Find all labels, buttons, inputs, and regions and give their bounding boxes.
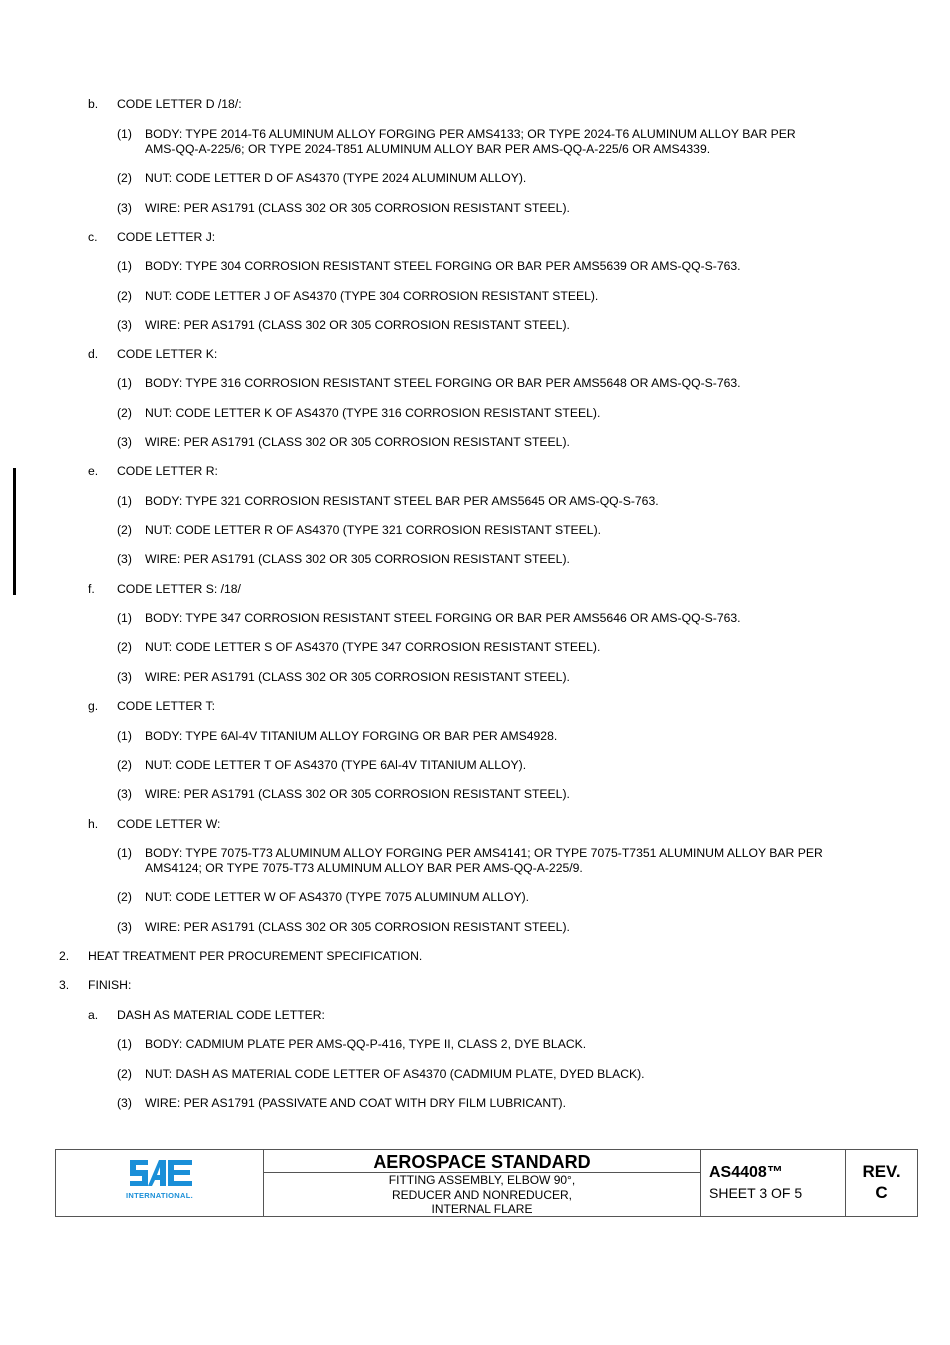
section-heading-text: CODE LETTER K: (117, 347, 218, 361)
item-text: BODY: TYPE 6Al-4V TITANIUM ALLOY FORGING OR BAR PER AMS4928. (145, 729, 558, 743)
item-text: NUT: CODE LETTER W OF AS4370 (TYPE 7075 ALUMINUM ALLOY). (145, 890, 530, 904)
list-marker: (1) (117, 259, 132, 273)
title-line: FITTING ASSEMBLY, ELBOW 90°, (388, 1173, 576, 1187)
revision-cell (846, 1150, 917, 1216)
list-marker: f. (88, 582, 95, 596)
section-heading-text: CODE LETTER S: /18/ (117, 582, 241, 596)
revision-change-bar (13, 468, 16, 595)
title-block (55, 1149, 918, 1217)
section-heading-text: CODE LETTER T: (117, 699, 215, 713)
list-marker: (2) (117, 1067, 132, 1081)
item-text: WIRE: PER AS1791 (CLASS 302 OR 305 CORROSION RESISTANT STEEL). (145, 920, 570, 934)
standard-header: AEROSPACE STANDARD (264, 1150, 700, 1173)
list-marker: (3) (117, 1096, 132, 1110)
section-heading-text: CODE LETTER R: (117, 464, 218, 478)
item-text: WIRE: PER AS1791 (CLASS 302 OR 305 CORROSION RESISTANT STEEL). (145, 552, 570, 566)
item-text: BODY: CADMIUM PLATE PER AMS-QQ-P-416, TYPE II, CLASS 2, DYE BLACK. (145, 1037, 587, 1051)
list-marker: (3) (117, 787, 132, 801)
item-text: WIRE: PER AS1791 (CLASS 302 OR 305 CORROSION RESISTANT STEEL). (145, 318, 570, 332)
list-marker: 3. (59, 978, 70, 992)
sae-logo-icon (128, 1156, 194, 1190)
logo-cell (56, 1150, 264, 1216)
item-text: NUT: CODE LETTER K OF AS4370 (TYPE 316 CORROSION RESISTANT STEEL). (145, 406, 601, 420)
item-text: BODY: TYPE 304 CORROSION RESISTANT STEEL FORGING OR BAR PER AMS5639 OR AMS-QQ-S-763. (145, 259, 741, 273)
list-marker: (3) (117, 670, 132, 684)
list-marker: g. (88, 699, 99, 713)
item-text: BODY: TYPE 316 CORROSION RESISTANT STEEL FORGING OR BAR PER AMS5648 OR AMS-QQ-S-763. (145, 376, 741, 390)
list-marker: (2) (117, 289, 132, 303)
list-marker: (1) (117, 1037, 132, 1051)
list-marker: (2) (117, 758, 132, 772)
list-marker: (3) (117, 552, 132, 566)
item-text: WIRE: PER AS1791 (CLASS 302 OR 305 CORROSION RESISTANT STEEL). (145, 435, 570, 449)
title-line: REDUCER AND NONREDUCER, (391, 1187, 573, 1202)
document-title (264, 1173, 700, 1217)
item-text: NUT: CODE LETTER J OF AS4370 (TYPE 304 CORROSION RESISTANT STEEL). (145, 289, 599, 303)
list-marker: c. (88, 230, 98, 244)
list-marker: d. (88, 347, 99, 361)
item-text: WIRE: PER AS1791 (CLASS 302 OR 305 CORROSION RESISTANT STEEL). (145, 787, 570, 801)
item-text: WIRE: PER AS1791 (CLASS 302 OR 305 CORROSION RESISTANT STEEL). (145, 201, 570, 215)
item-text: NUT: CODE LETTER T OF AS4370 (TYPE 6Al-4V TITANIUM ALLOY). (145, 758, 527, 772)
item-text: WIRE: PER AS1791 (PASSIVATE AND COAT WITH DRY FILM LUBRICANT). (145, 1096, 567, 1110)
item-text: BODY: TYPE 321 CORROSION RESISTANT STEEL BAR PER AMS5645 OR AMS-QQ-S-763. (145, 494, 659, 508)
item-text: BODY: TYPE 7075-T73 ALUMINUM ALLOY FORGING PER AMS4141; OR TYPE 7075-T7351 ALUMINUM ALLOY BAR PER (145, 846, 823, 860)
item-text: BODY: TYPE 347 CORROSION RESISTANT STEEL FORGING OR BAR PER AMS5646 OR AMS-QQ-S-763. (145, 611, 741, 625)
list-marker: b. (88, 97, 99, 111)
list-marker: 2. (59, 949, 70, 963)
item-text: NUT: DASH AS MATERIAL CODE LETTER OF AS4370 (CADMIUM PLATE, DYED BLACK). (145, 1067, 645, 1081)
list-marker: (2) (117, 523, 132, 537)
item-text: AMS4124; OR TYPE 7075-T73 ALUMINUM ALLOY BAR PER AMS-QQ-A-225/9. (145, 861, 583, 875)
list-marker: (1) (117, 376, 132, 390)
list-marker: h. (88, 817, 99, 831)
list-marker: (2) (117, 406, 132, 420)
title-line: INTERNAL FLARE (431, 1202, 533, 1216)
list-marker: (1) (117, 611, 132, 625)
section-heading-text: CODE LETTER D /18/: (117, 97, 242, 111)
item-text: WIRE: PER AS1791 (CLASS 302 OR 305 CORROSION RESISTANT STEEL). (145, 670, 570, 684)
list-marker: (2) (117, 171, 132, 185)
section-heading-text: DASH AS MATERIAL CODE LETTER: (117, 1008, 325, 1022)
list-marker: a. (88, 1008, 99, 1022)
list-marker: (2) (117, 890, 132, 904)
list-marker: (3) (117, 435, 132, 449)
list-marker: (1) (117, 494, 132, 508)
list-marker: (1) (117, 127, 132, 141)
section-heading-text: CODE LETTER J: (117, 230, 216, 244)
item-text: NUT: CODE LETTER R OF AS4370 (TYPE 321 CORROSION RESISTANT STEEL). (145, 523, 602, 537)
list-marker: (3) (117, 201, 132, 215)
note-text: FINISH: (88, 978, 132, 992)
list-marker: e. (88, 464, 99, 478)
item-text: AMS-QQ-A-225/6; OR TYPE 2024-T851 ALUMINUM ALLOY BAR PER AMS-QQ-A-225/6 OR AMS4339. (145, 142, 711, 156)
document-number-cell (701, 1150, 846, 1216)
item-text: NUT: CODE LETTER D OF AS4370 (TYPE 2024 ALUMINUM ALLOY). (145, 171, 527, 185)
sheet-number: SHEET 3 OF 5 (709, 1185, 803, 1201)
logo-subtext: INTERNATIONAL. (126, 1191, 193, 1200)
list-marker: (1) (117, 729, 132, 743)
item-text: BODY: TYPE 2014-T6 ALUMINUM ALLOY FORGING PER AMS4133; OR TYPE 2024-T6 ALUMINUM ALLOY BAR PER (145, 127, 796, 141)
list-marker: (3) (117, 920, 132, 934)
list-marker: (3) (117, 318, 132, 332)
document-number: AS4408™ (709, 1164, 783, 1181)
revision-label: REV. (862, 1162, 901, 1181)
list-marker: (2) (117, 640, 132, 654)
list-marker: (1) (117, 846, 132, 860)
title-cell (264, 1150, 701, 1216)
item-text: NUT: CODE LETTER S OF AS4370 (TYPE 347 CORROSION RESISTANT STEEL). (145, 640, 601, 654)
note-text: HEAT TREATMENT PER PROCUREMENT SPECIFICATION. (88, 949, 423, 963)
revision-value: C (875, 1183, 888, 1202)
section-heading-text: CODE LETTER W: (117, 817, 221, 831)
